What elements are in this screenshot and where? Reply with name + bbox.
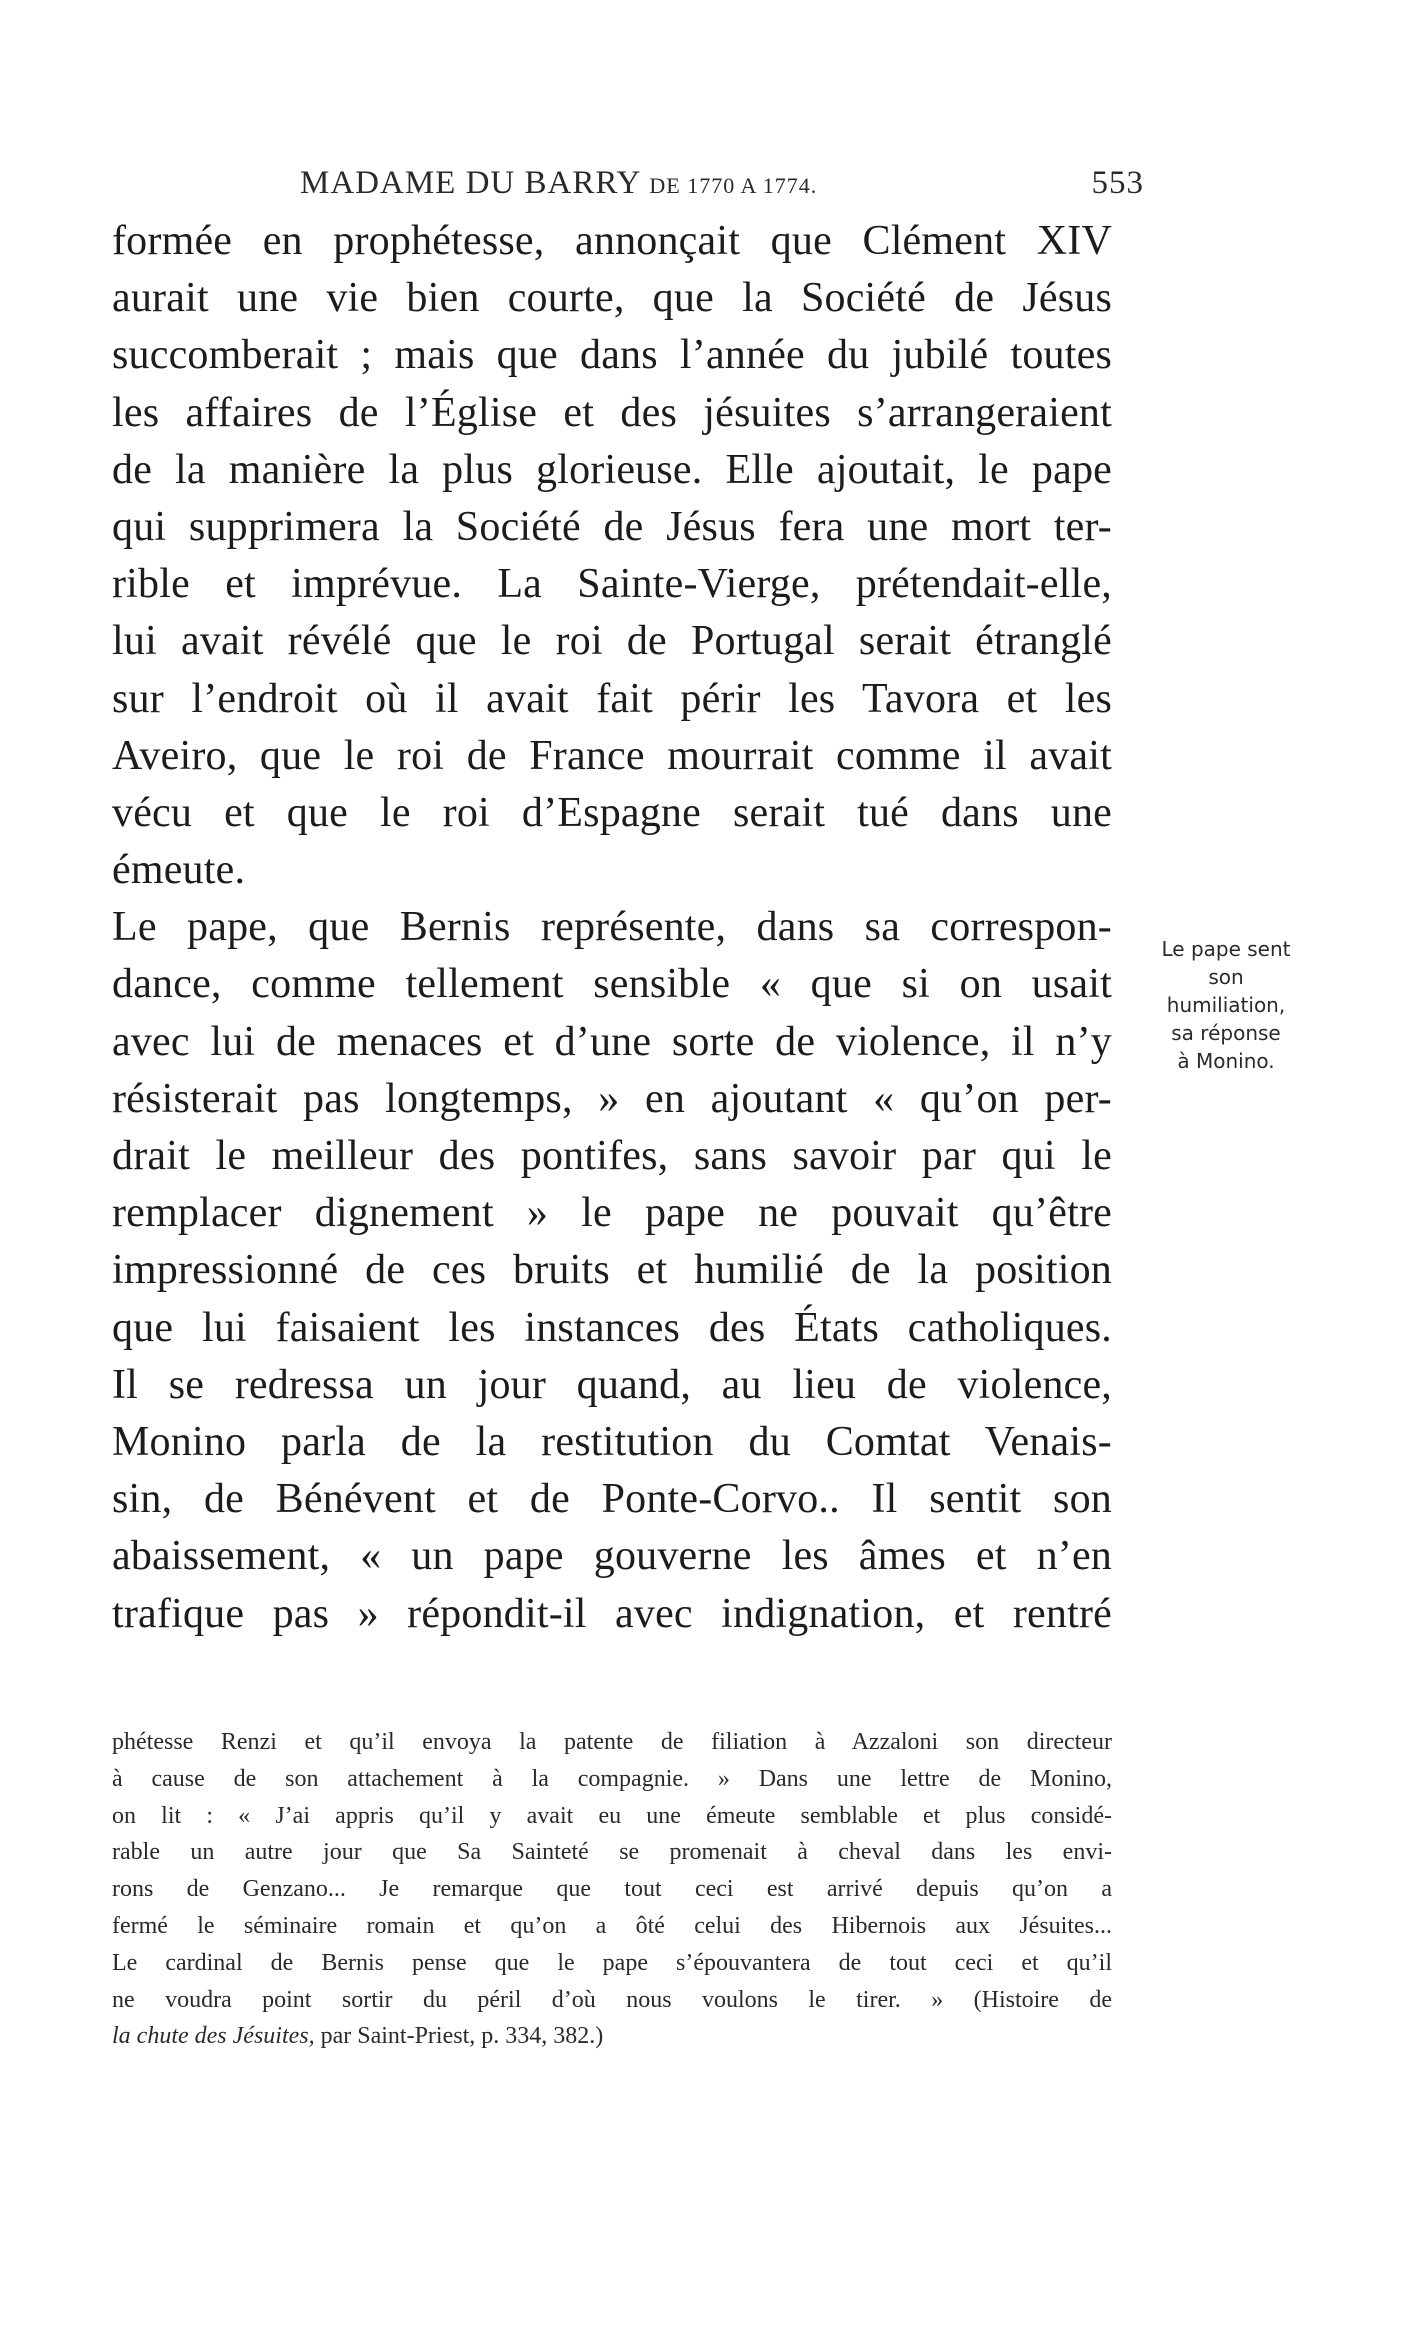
footnote-line-last bbox=[112, 2018, 1112, 2055]
footnote bbox=[112, 1724, 1112, 2055]
text-line: qui supprimera la Société de Jésus fera une mort ter- bbox=[112, 503, 1112, 550]
text-line: vécu et que le roi d’Espagne serait tué dans une bbox=[112, 789, 1112, 836]
text-line: dance, comme tellement sensible « que si on usait bbox=[112, 961, 1112, 1008]
margin-note-line: Le pape sent bbox=[1161, 937, 1291, 961]
text-line: Monino parla de la restitution du Comtat Venais- bbox=[112, 1418, 1112, 1465]
running-title-dates: DE 1770 A 1774. bbox=[649, 173, 818, 198]
text-line: les affaires de l’Église et des jésuites s’arrangeraient bbox=[112, 389, 1112, 436]
text-line: lui avait révélé que le roi de Portugal serait étranglé bbox=[112, 618, 1112, 665]
book-title-italic: la chute des Jésuites, bbox=[112, 2023, 315, 2050]
text-line: trafique pas » répondit-il avec indignation, et rentré bbox=[112, 1590, 1112, 1637]
margin-note bbox=[1136, 935, 1316, 1075]
margin-note-line: sa réponse bbox=[1171, 1021, 1281, 1045]
main-text bbox=[112, 213, 1112, 1643]
margin-note-line: humiliation, bbox=[1166, 993, 1286, 1017]
margin-note-line: son bbox=[1208, 965, 1244, 989]
text-line: remplacer dignement » le pape ne pouvait qu’être bbox=[112, 1190, 1112, 1237]
text-line: avec lui de menaces et d’une sorte de violence, il n’y bbox=[112, 1018, 1112, 1065]
citation-rest: par Saint-Priest, p. 334, 382.) bbox=[314, 2023, 604, 2050]
text-line: Il se redressa un jour quand, au lieu de violence, bbox=[112, 1361, 1112, 1408]
text-line: Aveiro, que le roi de France mourrait comme il avait bbox=[112, 732, 1112, 779]
page-number: 553 bbox=[1091, 165, 1144, 201]
footnote-line: on lit : « J’ai appris qu’il y avait eu une émeute semblable et plus considé- bbox=[112, 1802, 1112, 1829]
text-line: que lui faisaient les instances des États catholiques. bbox=[112, 1304, 1112, 1351]
footnote-line: à cause de son attachement à la compagnie. » Dans une lettre de Monino, bbox=[112, 1765, 1112, 1792]
text-line: sin, de Bénévent et de Ponte-Corvo.. Il sentit son bbox=[112, 1476, 1112, 1523]
text-line: abaissement, « un pape gouverne les âmes et n’en bbox=[112, 1533, 1112, 1580]
text-line: de la manière la plus glorieuse. Elle ajoutait, le pape bbox=[112, 446, 1112, 493]
text-line: émeute. bbox=[112, 847, 246, 894]
text-line: drait le meilleur des pontifes, sans savoir par qui le bbox=[112, 1133, 1112, 1179]
running-title-main: MADAME DU BARRY bbox=[300, 165, 641, 201]
running-title bbox=[300, 165, 817, 202]
footnote-line: rable un autre jour que Sa Sainteté se promenait à cheval dans les envi- bbox=[112, 1839, 1112, 1866]
text-line: formée en prophétesse, annonçait que Clément XIV bbox=[112, 218, 1112, 264]
text-line: succomberait ; mais que dans l’année du jubilé toutes bbox=[112, 332, 1112, 379]
footnote-line: phétesse Renzi et qu’il envoya la patente de filiation à Azzaloni son directeur bbox=[112, 1729, 1112, 1755]
text-line: résisterait pas longtemps, » en ajoutant « qu’on per- bbox=[112, 1075, 1112, 1122]
footnote-line: Le cardinal de Bernis pense que le pape s’épouvantera de tout ceci et qu’il bbox=[112, 1949, 1112, 1976]
text-line: impressionné de ces bruits et humilié de la position bbox=[112, 1247, 1112, 1294]
text-line: rible et imprévue. La Sainte-Vierge, prétendait-elle, bbox=[112, 561, 1112, 608]
text-line: sur l’endroit où il avait fait périr les Tavora et les bbox=[112, 675, 1112, 722]
running-header bbox=[300, 165, 1144, 215]
margin-note-line: à Monino. bbox=[1177, 1049, 1275, 1073]
footnote-line: ne voudra point sortir du péril d’où nous voulons le tirer. » (Histoire de bbox=[112, 1986, 1112, 2013]
text-line: aurait une vie bien courte, que la Société de Jésus bbox=[112, 275, 1112, 322]
footnote-line: fermé le séminaire romain et qu’on a ôté celui des Hibernois aux Jésuites... bbox=[112, 1912, 1112, 1939]
text-line: Le pape, que Bernis représente, dans sa correspon- bbox=[112, 904, 1112, 951]
footnote-line: rons de Genzano... Je remarque que tout ceci est arrivé depuis qu’on a bbox=[112, 1876, 1112, 1903]
